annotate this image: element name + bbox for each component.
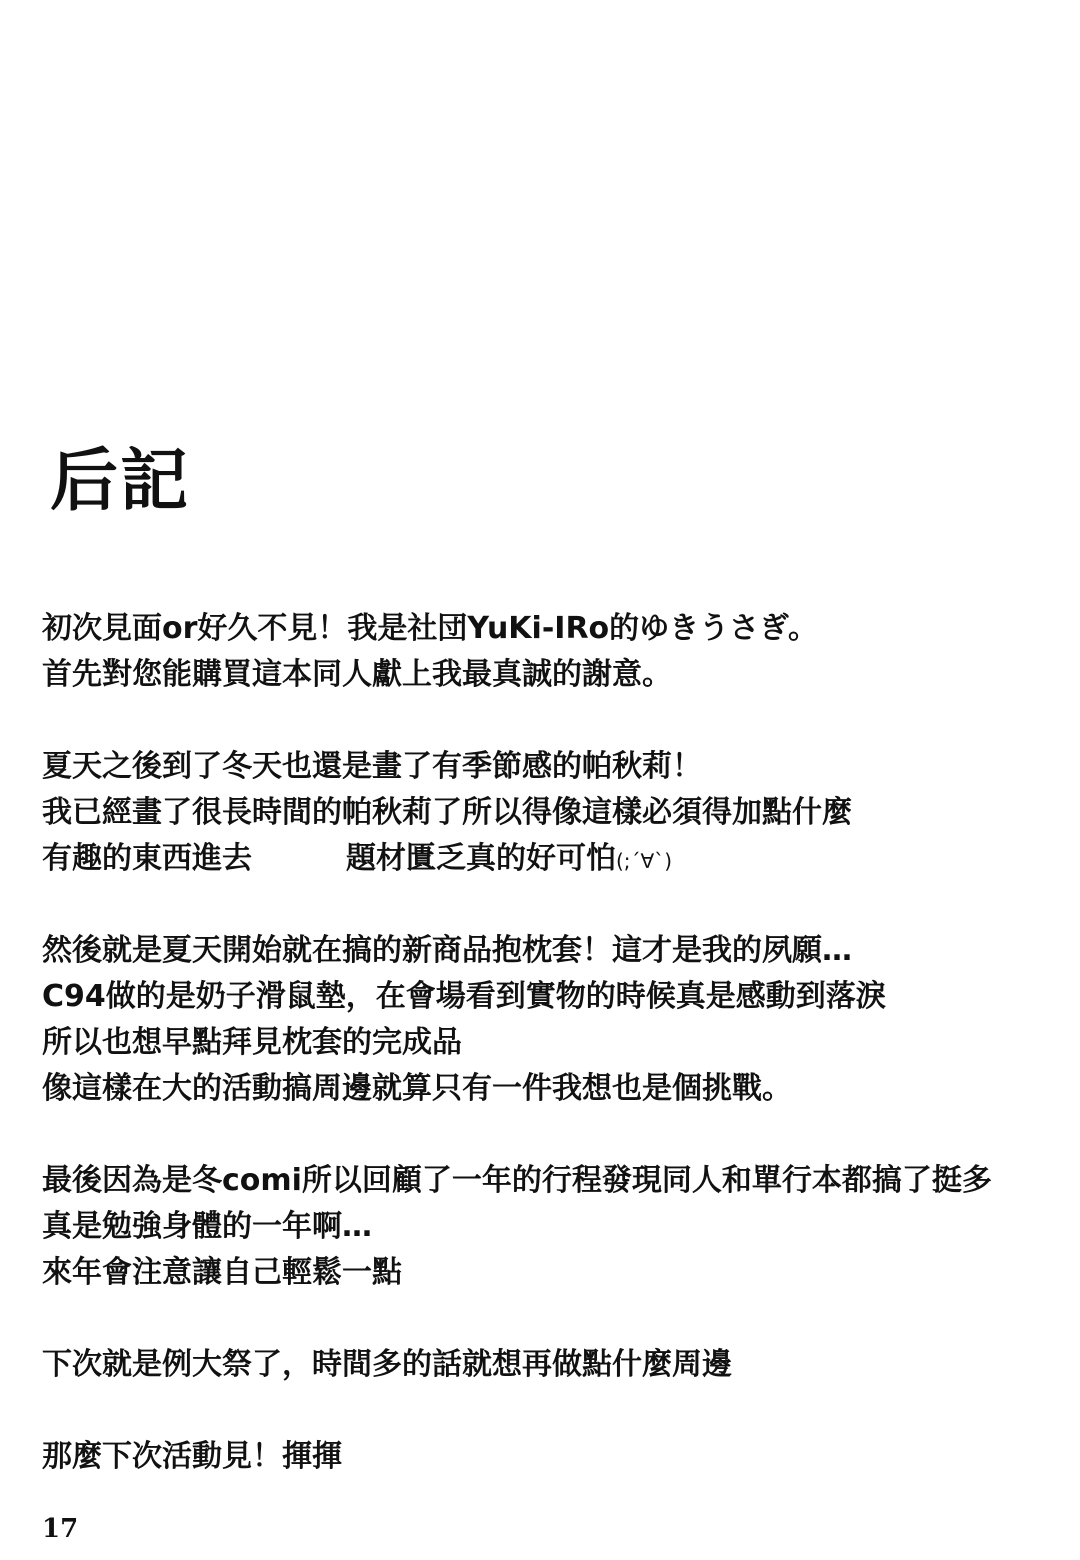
text-line: 真是勉強身體的一年啊… (42, 1209, 372, 1244)
text-segment: 有趣的東西進去 (42, 841, 252, 876)
text-line: 像這樣在大的活動搞周邊就算只有一件我想也是個挑戰。 (42, 1071, 792, 1106)
text-line: 那麼下次活動見！揮揮 (42, 1439, 342, 1474)
page-title: 后記 (50, 442, 191, 521)
afterword-body (42, 606, 1072, 1480)
text-line (42, 836, 1072, 882)
kaomoji: (;´∀`) (616, 849, 673, 873)
text-line: 初次見面or好久不見！我是社団YuKi-IRo的ゆきうさぎ。 (42, 611, 818, 646)
text-line: 下次就是例大祭了，時間多的話就想再做點什麼周邊 (42, 1347, 732, 1382)
text-line: 首先對您能購買這本同人獻上我最真誠的謝意。 (42, 657, 672, 692)
text-line: C94做的是奶子滑鼠墊，在會場看到實物的時候真是感動到落淚 (42, 979, 886, 1014)
text-line: 我已經畫了很長時間的帕秋莉了所以得像這樣必須得加點什麼 (42, 795, 852, 830)
text-line: 來年會注意讓自己輕鬆一點 (42, 1255, 402, 1290)
text-line: 然後就是夏天開始就在搞的新商品抱枕套！這才是我的夙願… (42, 933, 852, 968)
text-line: 夏天之後到了冬天也還是畫了有季節感的帕秋莉！ (42, 749, 702, 784)
page-number: 17 (42, 1514, 79, 1544)
text-line: 最後因為是冬comi所以回顧了一年的行程發現同人和單行本都搞了挺多 (42, 1163, 992, 1198)
text-segment: 題材匱乏真的好可怕 (346, 841, 616, 876)
text-line: 所以也想早點拜見枕套的完成品 (42, 1025, 462, 1060)
